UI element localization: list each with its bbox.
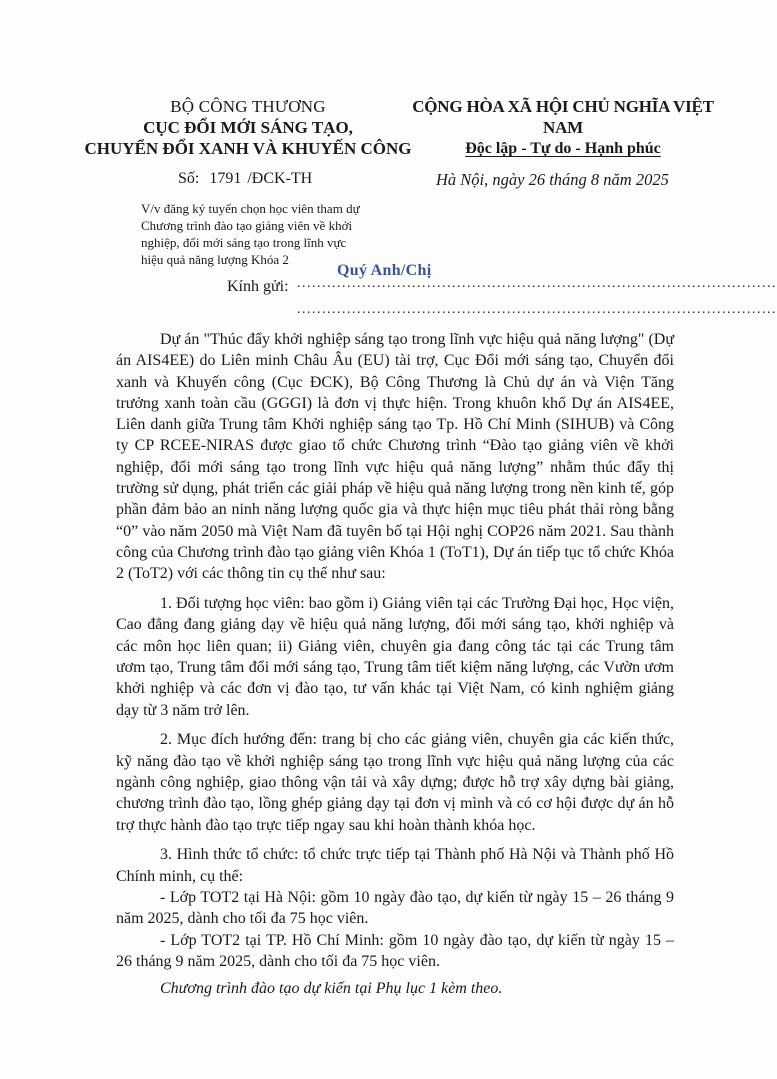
subject-line: Chương trình đào tạo giảng viên về khởi xyxy=(141,218,353,233)
format-paragraph: 3. Hình thức tổ chức: tổ chức trực tiếp tại Thành phố Hà Nội và Thành phố Hồ Chính minh, cụ thể: xyxy=(116,846,674,885)
ministry-name: BỘ CÔNG THƯƠNG xyxy=(170,97,326,116)
number-label: Số: xyxy=(178,170,200,187)
subject-line: nghiệp, đổi mới sáng tạo trong lĩnh vực xyxy=(141,235,347,250)
recipient-name: Quý Anh/Chị xyxy=(337,262,432,279)
recipient-dotted-line: ................................................................................................ xyxy=(297,276,777,291)
closing-note: Chương trình đào tạo dự kiến tại Phụ lục 1 kèm theo. xyxy=(160,980,503,998)
national-motto: Độc lập - Tự do - Hạnh phúc xyxy=(465,140,661,157)
document-subject xyxy=(141,200,373,268)
hanoi-class-item: - Lớp TOT2 tại Hà Nội: gồm 10 ngày đào tạo, dự kiến từ ngày 15 – 26 tháng 9 năm 2025, dành cho tối đa 75 học viên. xyxy=(116,888,674,928)
agency-name-line1: CỤC ĐỔI MỚI SÁNG TẠO, xyxy=(143,118,353,137)
subject-line: hiệu quả năng lượng Khóa 2 xyxy=(141,252,289,267)
intro-paragraph: Dự án "Thúc đẩy khởi nghiệp sáng tạo trong lĩnh vực hiệu quả năng lượng" (Dự án AIS4EE) do Liên minh Châu Âu (EU) tài trợ, Cục Đổi mới sáng tạo, Chuyển đổi xanh và Khuyến công (Cục ĐCK), Bộ Công Thương là Chủ dự án và Viện Tăng trưởng xanh toàn cầu (GGGI) là đơn vị thực hiện. Trong khuôn khổ Dự án AIS4EE, Liên danh giữa Trung tâm Khởi nghiệp sáng tạo Tp. Hồ Chí Minh (SIHUB) và Công ty CP RCEE-NIRAS được giao tổ chức Chương trình “Đào tạo giảng viên về khởi nghiệp, đổi mới sáng tạo trong lĩnh vực hiệu quả năng lượng” nhằm thúc đẩy thị trường sử dụng, phát triển các giải pháp về hiệu quả năng lượng trong nền kinh tế, góp phần đảm bảo an ninh năng lượng quốc gia và thực hiện mục tiêu phát thải ròng bằng “0” vào năm 2050 mà Việt Nam đã tuyên bố tại Hội nghị COP26 năm 2021. Sau thành công của Chương trình đào tạo giảng viên Khóa 1 (ToT1), Dự án tiếp tục tổ chức Khóa 2 (ToT2) với các thông tin cụ thể như sau: xyxy=(116,331,674,583)
document-date: Hà Nội, ngày 26 tháng 8 năm 2025 xyxy=(436,170,669,189)
participants-paragraph: 1. Đối tượng học viên: bao gồm i) Giảng viên tại các Trường Đại học, Học viện, Cao đẳng đang giảng dạy về hiệu quả năng lượng, đổi mới sáng tạo, khởi nghiệp và các môn học liên quan; ii) Giảng viên, chuyên gia đang công tác tại các Trung tâm ươm tạo, Trung tâm đổi mới sáng tạo, Trung tâm tiết kiệm năng lượng, các Vườn ươm khởi nghiệp và các đơn vị đào tạo, tư vấn khác tại Việt Nam, có kinh nghiệm giảng dạy từ 3 năm trở lên. xyxy=(116,595,674,719)
country-name: CỘNG HÒA XÃ HỘI CHỦ NGHĨA VIỆT NAM xyxy=(412,97,714,137)
national-header xyxy=(404,96,722,159)
document-number xyxy=(178,170,312,188)
recipient-dotted-line: ................................................................................................ xyxy=(297,302,777,317)
letter-body xyxy=(116,329,674,1008)
subject-line: V/v đăng ký tuyển chọn học viên tham dự xyxy=(141,201,360,216)
issuer-header xyxy=(78,96,418,159)
number-code: /ĐCK-TH xyxy=(247,170,313,187)
hcmc-class-item: - Lớp TOT2 tại TP. Hồ Chí Minh: gồm 10 ngày đào tạo, dự kiến từ ngày 15 – 26 tháng 9 năm 2025, dành cho tối đa 75 học viên. xyxy=(116,931,674,970)
number-value: 1791 xyxy=(209,170,242,187)
agency-name-line2: CHUYỂN ĐỔI XANH VÀ KHUYẾN CÔNG xyxy=(84,139,412,158)
objectives-paragraph: 2. Mục đích hướng đến: trang bị cho các giảng viên, chuyên gia các kiến thức, kỹ năng đào tạo về khởi nghiệp sáng tạo trong lĩnh vực hiệu quả năng lượng của các ngành công nghiệp, giao thông vận tải và xây dựng; được hỗ trợ xây dựng bài giảng, chương trình đào tạo, lồng ghép giảng dạy tại đơn vị mình và có cơ hội được dự án hỗ trợ thực hành đào tạo trực tiếp ngay sau khi hoàn thành khóa học. xyxy=(116,731,674,834)
recipient-label: Kính gửi: xyxy=(227,278,289,295)
